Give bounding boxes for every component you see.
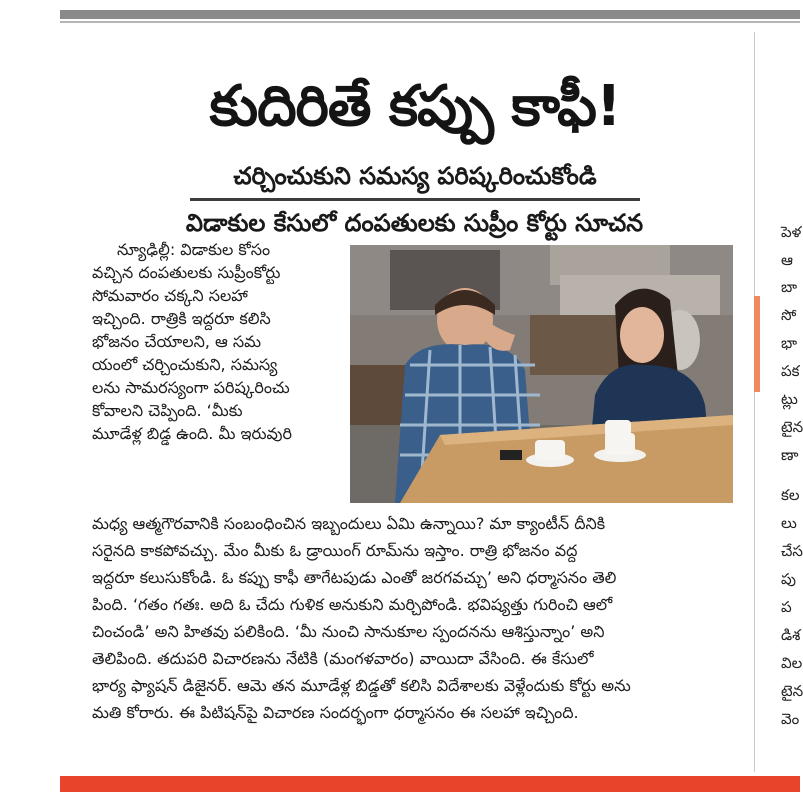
body-line: చించండి’ అని హితవు పలికింది. ‘మీ నుంచి సానుకూల స్పందనను ఆశిస్తున్నాం’ అని (92, 622, 605, 641)
side-accent-bar (754, 296, 760, 392)
body-line: సోమవారం చక్కని సలహా (92, 286, 248, 305)
body-line: భోజనం చేయాలని, ఆ సమ (92, 332, 262, 351)
couple-at-cafe-photo (350, 245, 733, 503)
body-line: ఇచ్చింది. రాత్రికి ఇద్దరూ కలిసి (92, 309, 271, 328)
subheadline-rule (190, 198, 640, 201)
adjacent-column-text: టైన (781, 418, 803, 436)
body-line: మతి కోరారు. ఈ పిటిషన్‌పై విచారణ సందర్భంగా ధర్మాసనం ఈ సలహా ఇచ్చింది. (92, 703, 579, 722)
adjacent-column-text: పక (781, 362, 800, 380)
body-line: తెలిపింది. తదుపరి విచారణను నేటికి (మంగళవారం) వాయిదా వేసింది. ఈ కేసులో (92, 649, 594, 668)
bottom-color-bar (60, 776, 800, 792)
adjacent-column-text: చేస (781, 542, 803, 560)
body-line: లను సామరస్యంగా పరిష్కరించు (92, 378, 290, 397)
top-rule-thin (60, 21, 800, 23)
adjacent-column-text: ఆ (781, 251, 793, 269)
adjacent-column-text: సో (781, 306, 797, 324)
body-line: మధ్య ఆత్మగౌరవానికి సంబంధించిన ఇబ్బందులు ఏమి ఉన్నాయి? మా క్యాంటీన్ దీనికి (92, 514, 606, 533)
body-line: కోవాలని చెప్పింది. ‘మీకు (92, 401, 243, 420)
adjacent-column-text: విల (781, 654, 803, 672)
adjacent-column-text: ణా (781, 446, 799, 464)
adjacent-column-text: పెళ (781, 223, 802, 241)
article-subheadline-2: విడాకుల కేసులో దంపతులకు సుప్రీం కోర్టు సూచన (185, 209, 644, 237)
adjacent-column-text: వెం (781, 710, 800, 728)
column-divider (754, 32, 755, 772)
adjacent-column-text: టైన (781, 682, 803, 700)
article-headline: కుదిరితే కప్పు కాఫీ! (209, 74, 621, 139)
adjacent-column-text: భా (781, 334, 798, 352)
adjacent-column-text: కల (781, 486, 800, 504)
body-line: భార్య ఫ్యాషన్ డిజైనర్. ఆమె తన మూడేళ్ల బిడ్డతో కలిసి విదేశాలకు వెళ్లేందుకు కోర్టు అను (92, 676, 631, 695)
adjacent-column-text: బా (781, 278, 798, 296)
body-line: న్యూఢిల్లీ: విడాకుల కోసం (117, 240, 271, 259)
body-line: మూడేళ్ల బిడ్డ ఉంది. మీ ఇరువురి (92, 424, 292, 443)
article-subheadline: చర్చించుకుని సమస్య పరిష్కరించుకోండి (233, 162, 597, 190)
top-rule (60, 10, 800, 19)
body-line: పింది. ‘గతం గతః. అది ఓ చేదు గుళిక అనుకుని మర్చిపోండి. భవిష్యత్తు గురించి ఆలో (92, 595, 613, 614)
body-line: ఇద్దరూ కలుసుకోండి. ఓ కప్పు కాఫీ తాగేటపుడు ఎంతో జరగవచ్చు’ అని ధర్మాసనం తెలి (92, 568, 617, 587)
body-line: సరైనది కాకపోవచ్చు. మేం మీకు ఓ డ్రాయింగ్ రూమ్‌ను ఇస్తాం. రాత్రి భోజనం వద్ద (92, 541, 578, 560)
adjacent-column-text: ట్లు (781, 390, 798, 408)
adjacent-column-text: డిశ (781, 626, 801, 644)
adjacent-column-text: ప (781, 598, 792, 616)
body-line: యంలో చర్చించుకుని, సమస్య (92, 355, 278, 374)
adjacent-column-text: పు (781, 570, 796, 588)
adjacent-column-text: లు (781, 514, 797, 532)
body-line: వచ్చిన దంపతులకు సుప్రీంకోర్టు (92, 263, 281, 282)
